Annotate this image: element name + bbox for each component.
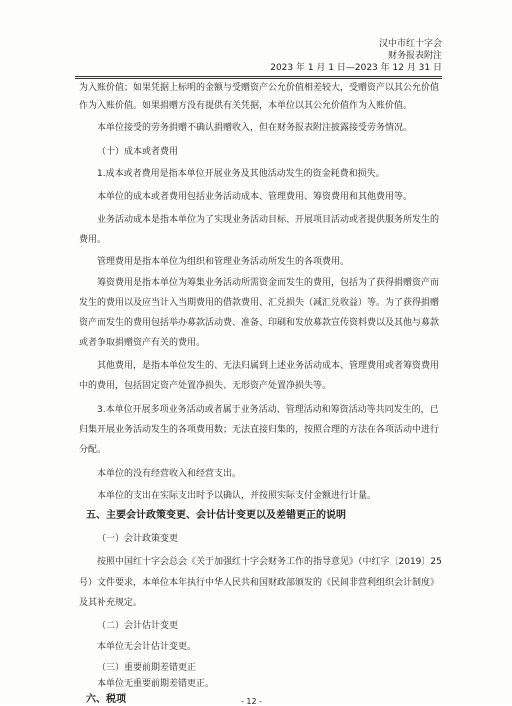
body-line: 其他费用，是指本单位发生的、无法归属到上述业务活动成本、管理费用或者筹资费用 — [97, 361, 440, 371]
section-heading: 五、主要会计政策变更、会计估计变更以及差错更正的说明 — [86, 510, 346, 521]
section-subheading: （三）重要前期差错更正 — [97, 663, 197, 673]
body-line: 业务活动成本是指本单位为了实现业务活动目标、开展项目活动或者提供服务所发生的 — [97, 215, 440, 225]
body-line: 费用。 — [79, 235, 107, 245]
body-line: 本单位无会计估计变更。 — [97, 642, 197, 652]
body-line: 号）文件要求，本单位本年执行中华人民共和国财政部颁发的《民间非营利组织会计制度》 — [79, 578, 440, 588]
body-line: 中的费用，包括固定资产处置净损失、无形资产处置净损失等。 — [79, 381, 332, 391]
header-period: 2023 年 1 月 1 日—2023 年 12 月 31 日 — [270, 63, 442, 73]
header-doc-title: 财务报表附注 — [387, 51, 442, 61]
section-subheading: （十）成本或者费用 — [97, 147, 179, 157]
body-line: 本单位无重要前期差错更正。 — [97, 679, 215, 689]
body-line: 或者争取捐赠资产有关的费用。 — [79, 338, 206, 348]
body-line: 本单位接受的劳务捐赠不确认捐赠收入，但在财务报表附注披露接受劳务情况。 — [97, 123, 413, 133]
header-rule — [75, 76, 442, 77]
body-line: 管理费用是指本单位为组织和管理业务活动所发生的各项费用。 — [97, 257, 350, 267]
body-line: 发生的费用以及应当计入当期费用的借款费用、汇兑损失（减汇兑收益）等。为了获得捐赠 — [79, 298, 440, 308]
section-subheading: （一）会计政策变更 — [97, 534, 179, 544]
header-org: 汉中市红十字会 — [378, 39, 442, 49]
page-header — [270, 38, 442, 74]
body-line: 作为入账价值。如果捐赠方没有提供有关凭据，本单位以其公允价值作为入账价值。 — [79, 101, 413, 111]
body-line: 筹资费用是指本单位为筹集业务活动所需资金而发生的费用，包括为了获得捐赠资产而 — [97, 278, 440, 288]
body-line: 本单位的支出在实际支出时予以确认，并按照实际支付金额进行计量。 — [97, 491, 377, 501]
body-line: 分配。 — [79, 445, 107, 455]
page-number: - 12 - — [240, 697, 262, 706]
body-line: 1.成本或者费用是指本单位开展业务及其他活动发生的资金耗费和损失。 — [97, 169, 385, 179]
body-line: 资产而发生的费用包括举办募款活动费、准备、印刷和发放募款宣传资料费以及其他与募款 — [79, 318, 440, 328]
body-line: 按照中国红十字会总会《关于加强红十字会财务工作的指导意见》（中红字〔2019〕25 — [97, 557, 442, 567]
body-line: 为入账价值；如果凭据上标明的金额与受赠资产公允价值相差较大，受赠资产以其公允价值 — [79, 83, 440, 93]
body-line: 本单位的没有经营收入和经营支出。 — [97, 469, 242, 479]
header-rule-double — [75, 78, 442, 79]
section-subheading: （二）会计估计变更 — [97, 621, 179, 631]
body-line: 本单位的成本或者费用包括业务活动成本、管理费用、筹资费用和其他费用等。 — [97, 192, 413, 202]
body-line: 3.本单位开展多项业务活动或者属于业务活动、管理活动和筹资活动等共同发生的，已 — [97, 405, 439, 415]
section-heading: 六、税项 — [86, 694, 126, 705]
body-line: 归集开展业务活动发生的各项费用数；无法直接归集的，按照合理的方法在各项活动中进行 — [79, 425, 440, 435]
body-line: 及其补充规定。 — [79, 598, 143, 608]
